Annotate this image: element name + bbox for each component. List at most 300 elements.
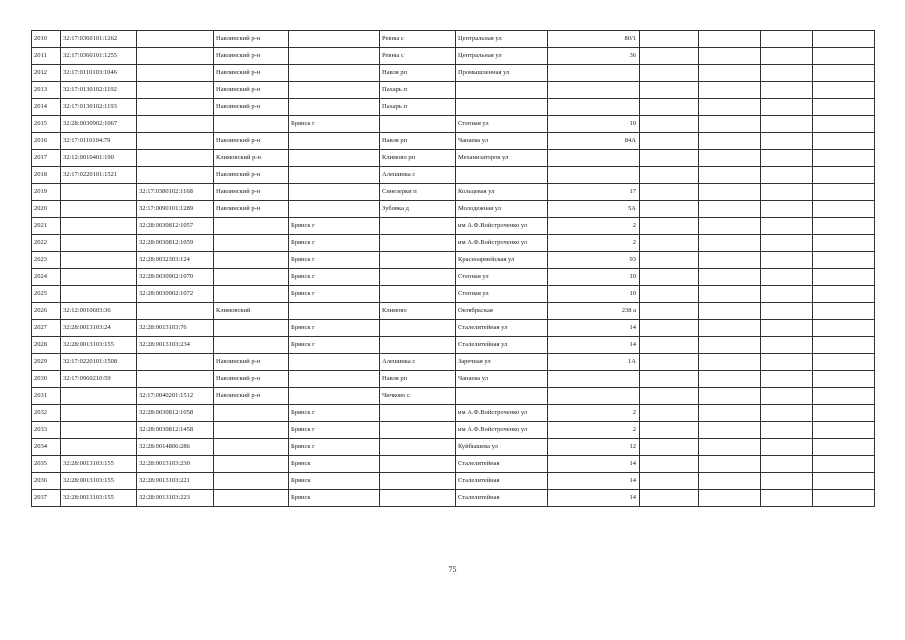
row-index-cell: 2019: [32, 184, 61, 201]
city-cell: [289, 354, 380, 371]
street-cell: Молодежная ул: [456, 201, 548, 218]
extra-cell-2: [699, 201, 761, 218]
extra-cell-4: [813, 422, 875, 439]
settlement-cell: [380, 286, 456, 303]
row-index-cell: 2017: [32, 150, 61, 167]
extra-cell-3: [761, 337, 813, 354]
district-cell: [214, 252, 289, 269]
table-row: [32, 388, 875, 405]
row-index-cell: 2010: [32, 31, 61, 48]
table-row: [32, 473, 875, 490]
district-cell: Навлинский р-н: [214, 82, 289, 99]
house-number-cell: 10: [548, 116, 640, 133]
extra-cell-1: [640, 337, 699, 354]
extra-cell-2: [699, 116, 761, 133]
extra-cell-4: [813, 354, 875, 371]
settlement-cell: [380, 439, 456, 456]
row-index-cell: 2030: [32, 371, 61, 388]
street-cell: Сталелитейная: [456, 473, 548, 490]
extra-cell-2: [699, 303, 761, 320]
settlement-cell: Ревны с: [380, 31, 456, 48]
house-number-cell: 2: [548, 405, 640, 422]
house-number-cell: [548, 388, 640, 405]
table-row: [32, 252, 875, 269]
extra-cell-2: [699, 371, 761, 388]
cadastral-number-alt-cell: 32:28:0013103:230: [137, 456, 214, 473]
extra-cell-1: [640, 371, 699, 388]
cadastral-number-alt-cell: 32:28:0013103:223: [137, 490, 214, 507]
table-row: [32, 82, 875, 99]
house-number-cell: 2: [548, 422, 640, 439]
row-index-cell: 2028: [32, 337, 61, 354]
house-number-cell: [548, 65, 640, 82]
extra-cell-1: [640, 201, 699, 218]
cadastral-number-alt-cell: [137, 65, 214, 82]
extra-cell-4: [813, 218, 875, 235]
property-table-body: [32, 31, 875, 507]
row-index-cell: 2033: [32, 422, 61, 439]
settlement-cell: Климово: [380, 303, 456, 320]
extra-cell-2: [699, 184, 761, 201]
extra-cell-4: [813, 439, 875, 456]
extra-cell-4: [813, 303, 875, 320]
street-cell: Сталелитейная ул: [456, 320, 548, 337]
extra-cell-1: [640, 405, 699, 422]
extra-cell-1: [640, 269, 699, 286]
settlement-cell: Навля рп: [380, 133, 456, 150]
extra-cell-4: [813, 99, 875, 116]
house-number-cell: 238 а: [548, 303, 640, 320]
extra-cell-1: [640, 150, 699, 167]
extra-cell-1: [640, 218, 699, 235]
extra-cell-3: [761, 235, 813, 252]
extra-cell-2: [699, 218, 761, 235]
extra-cell-2: [699, 473, 761, 490]
settlement-cell: [380, 252, 456, 269]
extra-cell-4: [813, 167, 875, 184]
extra-cell-2: [699, 235, 761, 252]
extra-cell-2: [699, 99, 761, 116]
district-cell: Навлинский р-н: [214, 201, 289, 218]
extra-cell-3: [761, 116, 813, 133]
extra-cell-1: [640, 286, 699, 303]
row-index-cell: 2027: [32, 320, 61, 337]
cadastral-number-alt-cell: [137, 82, 214, 99]
table-row: [32, 405, 875, 422]
settlement-cell: Синезерки п: [380, 184, 456, 201]
cadastral-number-cell: 32:17:0130102:1193: [61, 99, 137, 116]
street-cell: Кольцевая ул: [456, 184, 548, 201]
cadastral-number-cell: 32:17:0110104:79: [61, 133, 137, 150]
settlement-cell: Ревны с: [380, 48, 456, 65]
city-cell: [289, 201, 380, 218]
district-cell: Навлинский р-н: [214, 48, 289, 65]
extra-cell-4: [813, 235, 875, 252]
extra-cell-3: [761, 65, 813, 82]
table-row: [32, 490, 875, 507]
extra-cell-3: [761, 354, 813, 371]
row-index-cell: 2032: [32, 405, 61, 422]
house-number-cell: 2: [548, 218, 640, 235]
table-row: [32, 65, 875, 82]
table-row: [32, 150, 875, 167]
extra-cell-2: [699, 48, 761, 65]
extra-cell-3: [761, 371, 813, 388]
extra-cell-1: [640, 184, 699, 201]
street-cell: Красноармейская ул: [456, 252, 548, 269]
cadastral-number-cell: [61, 405, 137, 422]
extra-cell-4: [813, 48, 875, 65]
extra-cell-2: [699, 252, 761, 269]
extra-cell-3: [761, 133, 813, 150]
extra-cell-1: [640, 490, 699, 507]
city-cell: Брянск г: [289, 218, 380, 235]
cadastral-number-cell: 32:17:0220101:1521: [61, 167, 137, 184]
table-row: [32, 116, 875, 133]
extra-cell-2: [699, 82, 761, 99]
cadastral-number-cell: [61, 235, 137, 252]
row-index-cell: 2022: [32, 235, 61, 252]
extra-cell-3: [761, 405, 813, 422]
settlement-cell: Климово рп: [380, 150, 456, 167]
cadastral-number-cell: 32:17:0960210:59: [61, 371, 137, 388]
city-cell: Брянск г: [289, 320, 380, 337]
cadastral-number-cell: [61, 422, 137, 439]
settlement-cell: [380, 456, 456, 473]
cadastral-number-alt-cell: 32:28:0030902:1070: [137, 269, 214, 286]
extra-cell-1: [640, 235, 699, 252]
extra-cell-4: [813, 201, 875, 218]
cadastral-number-alt-cell: 32:28:0030902:1072: [137, 286, 214, 303]
extra-cell-2: [699, 405, 761, 422]
table-row: [32, 422, 875, 439]
extra-cell-1: [640, 48, 699, 65]
extra-cell-3: [761, 201, 813, 218]
settlement-cell: Пахарь п: [380, 99, 456, 116]
extra-cell-2: [699, 388, 761, 405]
property-table: [31, 30, 875, 507]
cadastral-number-alt-cell: 32:28:0014806:286: [137, 439, 214, 456]
extra-cell-1: [640, 303, 699, 320]
row-index-cell: 2014: [32, 99, 61, 116]
cadastral-number-alt-cell: 32:28:0030812:1057: [137, 218, 214, 235]
settlement-cell: Чичково с: [380, 388, 456, 405]
cadastral-number-cell: 32:28:0030902:1067: [61, 116, 137, 133]
extra-cell-1: [640, 422, 699, 439]
cadastral-number-alt-cell: [137, 303, 214, 320]
row-index-cell: 2025: [32, 286, 61, 303]
cadastral-number-cell: 32:28:0013103:155: [61, 456, 137, 473]
street-cell: Промышленная ул: [456, 65, 548, 82]
table-row: [32, 48, 875, 65]
city-cell: Брянск г: [289, 337, 380, 354]
district-cell: [214, 337, 289, 354]
city-cell: [289, 184, 380, 201]
row-index-cell: 2026: [32, 303, 61, 320]
settlement-cell: [380, 269, 456, 286]
settlement-cell: [380, 320, 456, 337]
district-cell: [214, 439, 289, 456]
settlement-cell: [380, 218, 456, 235]
row-index-cell: 2029: [32, 354, 61, 371]
extra-cell-3: [761, 473, 813, 490]
cadastral-number-alt-cell: 32:28:0013103:76: [137, 320, 214, 337]
cadastral-number-cell: 32:28:0013103:155: [61, 473, 137, 490]
house-number-cell: 2: [548, 235, 640, 252]
cadastral-number-alt-cell: 32:28:0030812:1458: [137, 422, 214, 439]
extra-cell-3: [761, 388, 813, 405]
row-index-cell: 2037: [32, 490, 61, 507]
street-cell: Чапаева ул: [456, 371, 548, 388]
street-cell: [456, 388, 548, 405]
cadastral-number-alt-cell: [137, 31, 214, 48]
district-cell: Навлинский р-н: [214, 167, 289, 184]
extra-cell-4: [813, 405, 875, 422]
extra-cell-2: [699, 150, 761, 167]
house-number-cell: 14: [548, 320, 640, 337]
cadastral-number-cell: 32:28:0013103:155: [61, 490, 137, 507]
district-cell: [214, 320, 289, 337]
district-cell: Навлинский р-н: [214, 133, 289, 150]
house-number-cell: 14: [548, 490, 640, 507]
extra-cell-1: [640, 252, 699, 269]
table-row: [32, 303, 875, 320]
row-index-cell: 2021: [32, 218, 61, 235]
row-index-cell: 2016: [32, 133, 61, 150]
extra-cell-4: [813, 388, 875, 405]
extra-cell-1: [640, 388, 699, 405]
extra-cell-4: [813, 116, 875, 133]
extra-cell-3: [761, 184, 813, 201]
extra-cell-3: [761, 99, 813, 116]
extra-cell-2: [699, 31, 761, 48]
row-index-cell: 2034: [32, 439, 61, 456]
extra-cell-2: [699, 133, 761, 150]
table-row: [32, 167, 875, 184]
street-cell: Заречная ул: [456, 354, 548, 371]
row-index-cell: 2015: [32, 116, 61, 133]
city-cell: [289, 133, 380, 150]
table-row: [32, 218, 875, 235]
settlement-cell: Навля рп: [380, 65, 456, 82]
extra-cell-2: [699, 439, 761, 456]
settlement-cell: [380, 422, 456, 439]
district-cell: Навлинский р-н: [214, 65, 289, 82]
cadastral-number-alt-cell: [137, 48, 214, 65]
extra-cell-1: [640, 439, 699, 456]
cadastral-number-cell: [61, 184, 137, 201]
extra-cell-3: [761, 422, 813, 439]
cadastral-number-cell: 32:17:0110103:1046: [61, 65, 137, 82]
extra-cell-3: [761, 269, 813, 286]
extra-cell-3: [761, 167, 813, 184]
settlement-cell: [380, 235, 456, 252]
cadastral-number-cell: 32:17:0360101:1255: [61, 48, 137, 65]
house-number-cell: 80/1: [548, 31, 640, 48]
district-cell: [214, 422, 289, 439]
extra-cell-3: [761, 150, 813, 167]
table-row: [32, 286, 875, 303]
house-number-cell: 10: [548, 286, 640, 303]
city-cell: Брянск г: [289, 439, 380, 456]
house-number-cell: 10: [548, 269, 640, 286]
city-cell: Брянск г: [289, 422, 380, 439]
cadastral-number-alt-cell: [137, 133, 214, 150]
table-row: [32, 133, 875, 150]
house-number-cell: 93: [548, 252, 640, 269]
extra-cell-3: [761, 48, 813, 65]
district-cell: Навлинский р-н: [214, 184, 289, 201]
extra-cell-4: [813, 252, 875, 269]
city-cell: [289, 65, 380, 82]
cadastral-number-alt-cell: 32:28:0013103:234: [137, 337, 214, 354]
district-cell: [214, 456, 289, 473]
extra-cell-3: [761, 31, 813, 48]
extra-cell-2: [699, 269, 761, 286]
house-number-cell: [548, 150, 640, 167]
district-cell: [214, 235, 289, 252]
extra-cell-2: [699, 65, 761, 82]
cadastral-number-alt-cell: 32:17:0380102:1168: [137, 184, 214, 201]
settlement-cell: Зубовка д: [380, 201, 456, 218]
table-row: [32, 99, 875, 116]
cadastral-number-alt-cell: 32:28:0030812:1058: [137, 405, 214, 422]
cadastral-number-cell: 32:28:0013103:155: [61, 337, 137, 354]
extra-cell-2: [699, 456, 761, 473]
extra-cell-3: [761, 439, 813, 456]
house-number-cell: 14: [548, 456, 640, 473]
extra-cell-2: [699, 167, 761, 184]
district-cell: Навлинский р-н: [214, 371, 289, 388]
extra-cell-4: [813, 31, 875, 48]
district-cell: Навлинский р-н: [214, 354, 289, 371]
settlement-cell: [380, 116, 456, 133]
city-cell: [289, 82, 380, 99]
extra-cell-2: [699, 422, 761, 439]
cadastral-number-cell: 32:17:0220101:1508: [61, 354, 137, 371]
cadastral-number-cell: 32:12:0010603:36: [61, 303, 137, 320]
page-number: 75: [448, 565, 457, 574]
extra-cell-1: [640, 133, 699, 150]
cadastral-number-cell: 32:28:0013103:24: [61, 320, 137, 337]
house-number-cell: [548, 99, 640, 116]
cadastral-number-cell: [61, 286, 137, 303]
extra-cell-3: [761, 218, 813, 235]
extra-cell-3: [761, 286, 813, 303]
street-cell: Центральная ул: [456, 48, 548, 65]
table-row: [32, 320, 875, 337]
extra-cell-3: [761, 82, 813, 99]
street-cell: им А.Ф.Войстроченко ул: [456, 235, 548, 252]
city-cell: Брянск: [289, 473, 380, 490]
cadastral-number-cell: [61, 269, 137, 286]
extra-cell-3: [761, 320, 813, 337]
district-cell: [214, 116, 289, 133]
district-cell: [214, 269, 289, 286]
settlement-cell: Пахарь п: [380, 82, 456, 99]
street-cell: Степная ул: [456, 116, 548, 133]
cadastral-number-cell: [61, 388, 137, 405]
extra-cell-3: [761, 490, 813, 507]
row-index-cell: 2035: [32, 456, 61, 473]
house-number-cell: 17: [548, 184, 640, 201]
row-index-cell: 2031: [32, 388, 61, 405]
street-cell: [456, 167, 548, 184]
extra-cell-4: [813, 269, 875, 286]
street-cell: им А.Ф.Войстроченко ул: [456, 422, 548, 439]
row-index-cell: 2020: [32, 201, 61, 218]
street-cell: Степная ул: [456, 269, 548, 286]
street-cell: им А.Ф.Войстроченко ул: [456, 405, 548, 422]
district-cell: [214, 405, 289, 422]
table-row: [32, 354, 875, 371]
house-number-cell: 1А: [548, 354, 640, 371]
cadastral-number-cell: [61, 201, 137, 218]
row-index-cell: 2012: [32, 65, 61, 82]
row-index-cell: 2023: [32, 252, 61, 269]
table-row: [32, 269, 875, 286]
house-number-cell: 5А: [548, 201, 640, 218]
extra-cell-1: [640, 99, 699, 116]
row-index-cell: 2036: [32, 473, 61, 490]
street-cell: Механизаторов ул: [456, 150, 548, 167]
city-cell: Брянск г: [289, 269, 380, 286]
cadastral-number-cell: [61, 218, 137, 235]
table-row: [32, 456, 875, 473]
extra-cell-2: [699, 337, 761, 354]
extra-cell-4: [813, 371, 875, 388]
street-cell: [456, 99, 548, 116]
cadastral-number-alt-cell: 32:17:0090101:1289: [137, 201, 214, 218]
extra-cell-4: [813, 320, 875, 337]
extra-cell-4: [813, 133, 875, 150]
street-cell: Центральная ул: [456, 31, 548, 48]
extra-cell-4: [813, 82, 875, 99]
house-number-cell: 36: [548, 48, 640, 65]
extra-cell-4: [813, 473, 875, 490]
district-cell: Климовский: [214, 303, 289, 320]
cadastral-number-alt-cell: [137, 371, 214, 388]
cadastral-number-cell: 32:17:0130102:1192: [61, 82, 137, 99]
cadastral-number-alt-cell: [137, 167, 214, 184]
district-cell: Навлинский р-н: [214, 99, 289, 116]
cadastral-number-cell: 32:17:0360101:1262: [61, 31, 137, 48]
extra-cell-3: [761, 252, 813, 269]
district-cell: Климовский р-н: [214, 150, 289, 167]
cadastral-number-alt-cell: [137, 354, 214, 371]
street-cell: Сталелитейная: [456, 490, 548, 507]
extra-cell-2: [699, 320, 761, 337]
city-cell: Брянск: [289, 456, 380, 473]
table-row: [32, 235, 875, 252]
house-number-cell: 12: [548, 439, 640, 456]
extra-cell-1: [640, 116, 699, 133]
settlement-cell: [380, 337, 456, 354]
cadastral-number-cell: [61, 252, 137, 269]
table-row: [32, 337, 875, 354]
city-cell: Брянск г: [289, 252, 380, 269]
district-cell: [214, 286, 289, 303]
city-cell: [289, 167, 380, 184]
district-cell: [214, 490, 289, 507]
row-index-cell: 2013: [32, 82, 61, 99]
extra-cell-1: [640, 354, 699, 371]
house-number-cell: [548, 167, 640, 184]
extra-cell-1: [640, 31, 699, 48]
extra-cell-4: [813, 184, 875, 201]
extra-cell-4: [813, 286, 875, 303]
extra-cell-2: [699, 490, 761, 507]
